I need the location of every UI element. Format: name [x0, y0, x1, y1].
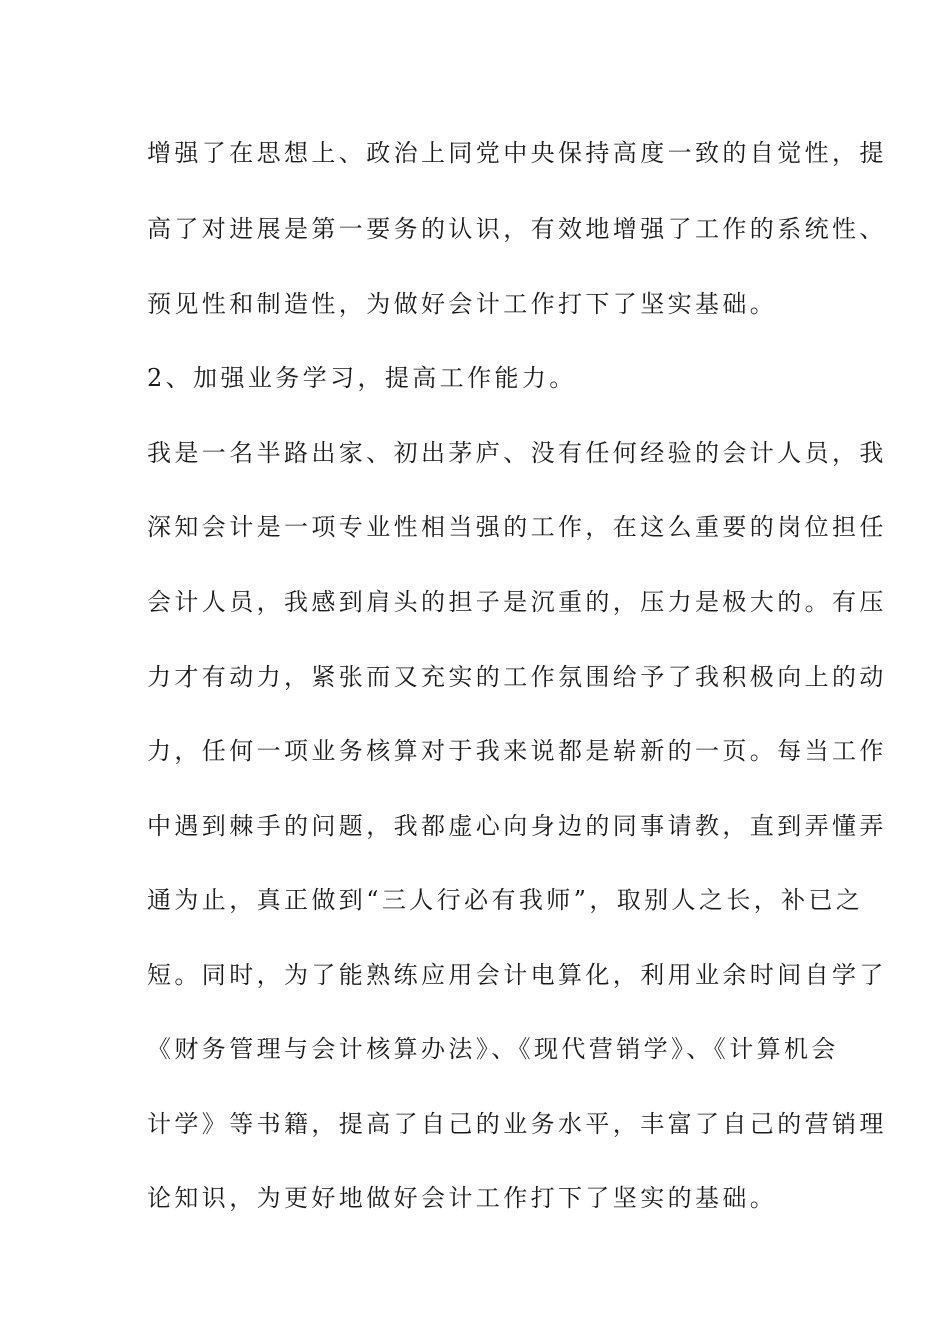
- text-line: 会计人员，我感到肩头的担子是沉重的，压力是极大的。有压: [147, 588, 887, 616]
- text-line: 短。同时，为了能熟练应用会计电算化，利用业余时间自学了: [147, 961, 887, 989]
- text-line: 深知会计是一项专业性相当强的工作，在这么重要的岗位担任: [147, 513, 887, 541]
- text-line: 增强了在思想上、政治上同党中央保持高度一致的自觉性，提: [147, 139, 887, 167]
- text-line: 力才有动力，紧张而又充实的工作氛围给予了我积极向上的动: [147, 663, 887, 691]
- text-line: 中遇到棘手的问题，我都虚心向身边的同事请教，直到弄懂弄: [147, 812, 887, 840]
- text-line: 《财务管理与会计核算办法》、《现代营销学》、《计算机会: [147, 1035, 839, 1063]
- text-line: 高了对进展是第一要务的认识，有效地增强了工作的系统性、: [147, 215, 887, 243]
- text-line: 计学》等书籍，提高了自己的业务水平，丰富了自己的营销理: [147, 1110, 887, 1138]
- text-line: 预见性和制造性，为做好会计工作打下了坚实基础。: [147, 290, 778, 318]
- text-line: 我是一名半路出家、初出茅庐、没有任何经验的会计人员，我: [147, 439, 887, 467]
- text-line: 力，任何一项业务核算对于我来说都是崭新的一页。每当工作: [147, 737, 887, 765]
- text-line: 论知识，为更好地做好会计工作打下了坚实的基础。: [147, 1184, 778, 1212]
- text-line: 通为止，真正做到“三人行必有我师”，取别人之长，补已之: [147, 886, 864, 914]
- section-heading: 2、加强业务学习，提高工作能力。: [147, 364, 577, 392]
